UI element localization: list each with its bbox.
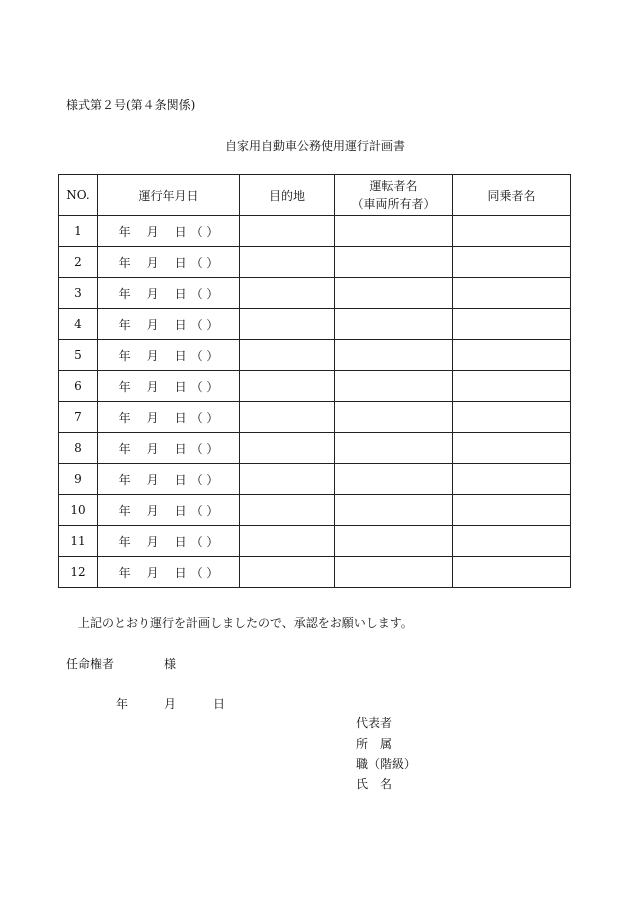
header-destination: 目的地 bbox=[240, 175, 335, 216]
passenger-cell[interactable] bbox=[453, 278, 571, 309]
passenger-cell[interactable] bbox=[453, 371, 571, 402]
date-weekday-label: （ ） bbox=[190, 565, 219, 580]
date-month-label: 月 bbox=[146, 503, 159, 518]
destination-cell[interactable] bbox=[240, 247, 335, 278]
row-number: 12 bbox=[59, 557, 98, 588]
driver-cell[interactable] bbox=[335, 340, 453, 371]
table-row bbox=[59, 340, 571, 371]
date-month-label: 月 bbox=[146, 317, 159, 332]
date-year-label: 年 bbox=[118, 255, 131, 270]
header-driver-name: 運転者名 bbox=[369, 179, 418, 193]
date-weekday-label: （ ） bbox=[190, 224, 219, 239]
operation-date-cell[interactable] bbox=[98, 495, 240, 526]
header-passengers: 同乗者名 bbox=[453, 175, 571, 216]
table-row bbox=[59, 464, 571, 495]
date-year-label: 年 bbox=[118, 441, 131, 456]
date-weekday-label: （ ） bbox=[190, 286, 219, 301]
operation-date-cell[interactable] bbox=[98, 464, 240, 495]
row-number: 7 bbox=[59, 402, 98, 433]
passenger-cell[interactable] bbox=[453, 340, 571, 371]
destination-cell[interactable] bbox=[240, 464, 335, 495]
date-month-label: 月 bbox=[146, 379, 159, 394]
row-number: 4 bbox=[59, 309, 98, 340]
driver-cell[interactable] bbox=[335, 247, 453, 278]
row-number: 3 bbox=[59, 278, 98, 309]
row-number: 10 bbox=[59, 495, 98, 526]
passenger-cell[interactable] bbox=[453, 216, 571, 247]
table-header-row bbox=[59, 175, 571, 216]
destination-cell[interactable] bbox=[240, 402, 335, 433]
operation-date-cell[interactable] bbox=[98, 309, 240, 340]
date-day-label: 日 bbox=[174, 534, 187, 549]
table-row bbox=[59, 278, 571, 309]
passenger-cell[interactable] bbox=[453, 402, 571, 433]
date-weekday-label: （ ） bbox=[190, 410, 219, 425]
date-year-label: 年 bbox=[118, 348, 131, 363]
signature-name-label: 氏 名 bbox=[356, 777, 393, 791]
driver-cell[interactable] bbox=[335, 402, 453, 433]
table-row bbox=[59, 433, 571, 464]
date-day-label: 日 bbox=[174, 410, 187, 425]
date-month-label: 月 bbox=[146, 348, 159, 363]
passenger-cell[interactable] bbox=[453, 433, 571, 464]
date-month-label: 月 bbox=[146, 472, 159, 487]
date-year-label: 年 bbox=[118, 286, 131, 301]
date-month-label: 月 bbox=[146, 224, 159, 239]
destination-cell[interactable] bbox=[240, 309, 335, 340]
destination-cell[interactable] bbox=[240, 495, 335, 526]
row-number: 8 bbox=[59, 433, 98, 464]
driver-cell[interactable] bbox=[335, 371, 453, 402]
passenger-cell[interactable] bbox=[453, 526, 571, 557]
submission-date-year: 年 bbox=[116, 697, 129, 711]
table-row bbox=[59, 371, 571, 402]
date-day-label: 日 bbox=[174, 503, 187, 518]
destination-cell[interactable] bbox=[240, 340, 335, 371]
approval-request-text: 上記のとおり運行を計画しましたので、承認をお願いします。 bbox=[78, 616, 413, 630]
date-day-label: 日 bbox=[174, 317, 187, 332]
destination-cell[interactable] bbox=[240, 557, 335, 588]
destination-cell[interactable] bbox=[240, 278, 335, 309]
signature-representative-label: 代表者 bbox=[356, 716, 393, 730]
row-number: 2 bbox=[59, 247, 98, 278]
driver-cell[interactable] bbox=[335, 278, 453, 309]
appointing-authority-label: 任命権者 bbox=[66, 657, 115, 671]
submission-date-month: 月 bbox=[164, 697, 177, 711]
header-operation-date: 運行年月日 bbox=[98, 175, 240, 216]
driver-cell[interactable] bbox=[335, 464, 453, 495]
driver-cell[interactable] bbox=[335, 495, 453, 526]
date-day-label: 日 bbox=[174, 441, 187, 456]
destination-cell[interactable] bbox=[240, 433, 335, 464]
operation-date-cell[interactable] bbox=[98, 526, 240, 557]
date-month-label: 月 bbox=[146, 534, 159, 549]
date-weekday-label: （ ） bbox=[190, 441, 219, 456]
operation-date-cell[interactable] bbox=[98, 557, 240, 588]
operation-date-cell[interactable] bbox=[98, 247, 240, 278]
driver-cell[interactable] bbox=[335, 216, 453, 247]
date-weekday-label: （ ） bbox=[190, 348, 219, 363]
operation-date-cell[interactable] bbox=[98, 216, 240, 247]
date-day-label: 日 bbox=[174, 224, 187, 239]
row-number: 5 bbox=[59, 340, 98, 371]
submission-date-day: 日 bbox=[213, 697, 226, 711]
operation-date-cell[interactable] bbox=[98, 402, 240, 433]
table-row bbox=[59, 495, 571, 526]
passenger-cell[interactable] bbox=[453, 309, 571, 340]
date-year-label: 年 bbox=[118, 379, 131, 394]
date-year-label: 年 bbox=[118, 503, 131, 518]
date-weekday-label: （ ） bbox=[190, 534, 219, 549]
row-number: 1 bbox=[59, 216, 98, 247]
table-row bbox=[59, 526, 571, 557]
document-title: 自家用自動車公務使用運行計画書 bbox=[224, 139, 405, 153]
operation-date-cell[interactable] bbox=[98, 340, 240, 371]
driver-cell[interactable] bbox=[335, 309, 453, 340]
form-number-label: 様式第２号(第４条関係) bbox=[66, 98, 196, 112]
table-row bbox=[59, 557, 571, 588]
date-month-label: 月 bbox=[146, 286, 159, 301]
date-year-label: 年 bbox=[118, 565, 131, 580]
operation-date-cell[interactable] bbox=[98, 278, 240, 309]
header-no: NO. bbox=[59, 175, 98, 216]
passenger-cell[interactable] bbox=[453, 495, 571, 526]
date-weekday-label: （ ） bbox=[190, 255, 219, 270]
header-vehicle-owner: （車両所有者） bbox=[351, 197, 436, 211]
driver-cell[interactable] bbox=[335, 433, 453, 464]
header-driver bbox=[335, 175, 453, 216]
row-number: 9 bbox=[59, 464, 98, 495]
operation-date-cell[interactable] bbox=[98, 433, 240, 464]
appointing-authority-honorific: 様 bbox=[164, 657, 177, 671]
table-row bbox=[59, 216, 571, 247]
operation-plan-table bbox=[58, 174, 571, 588]
date-month-label: 月 bbox=[146, 565, 159, 580]
destination-cell[interactable] bbox=[240, 526, 335, 557]
date-day-label: 日 bbox=[174, 348, 187, 363]
destination-cell[interactable] bbox=[240, 216, 335, 247]
destination-cell[interactable] bbox=[240, 371, 335, 402]
date-day-label: 日 bbox=[174, 472, 187, 487]
date-weekday-label: （ ） bbox=[190, 317, 219, 332]
date-year-label: 年 bbox=[118, 534, 131, 549]
passenger-cell[interactable] bbox=[453, 464, 571, 495]
row-number: 11 bbox=[59, 526, 98, 557]
date-month-label: 月 bbox=[146, 441, 159, 456]
table-row bbox=[59, 402, 571, 433]
date-year-label: 年 bbox=[118, 410, 131, 425]
date-year-label: 年 bbox=[118, 317, 131, 332]
driver-cell[interactable] bbox=[335, 526, 453, 557]
date-weekday-label: （ ） bbox=[190, 472, 219, 487]
operation-date-cell[interactable] bbox=[98, 371, 240, 402]
date-weekday-label: （ ） bbox=[190, 503, 219, 518]
table-row bbox=[59, 247, 571, 278]
signature-department-label: 所 属 bbox=[356, 737, 393, 751]
passenger-cell[interactable] bbox=[453, 247, 571, 278]
date-weekday-label: （ ） bbox=[190, 379, 219, 394]
driver-cell[interactable] bbox=[335, 557, 453, 588]
row-number: 6 bbox=[59, 371, 98, 402]
date-day-label: 日 bbox=[174, 379, 187, 394]
date-day-label: 日 bbox=[174, 286, 187, 301]
date-year-label: 年 bbox=[118, 224, 131, 239]
passenger-cell[interactable] bbox=[453, 557, 571, 588]
date-day-label: 日 bbox=[174, 255, 187, 270]
date-day-label: 日 bbox=[174, 565, 187, 580]
table-body bbox=[59, 216, 571, 588]
signature-rank-label: 職（階級） bbox=[356, 757, 417, 771]
date-month-label: 月 bbox=[146, 255, 159, 270]
date-year-label: 年 bbox=[118, 472, 131, 487]
date-month-label: 月 bbox=[146, 410, 159, 425]
table-row bbox=[59, 309, 571, 340]
